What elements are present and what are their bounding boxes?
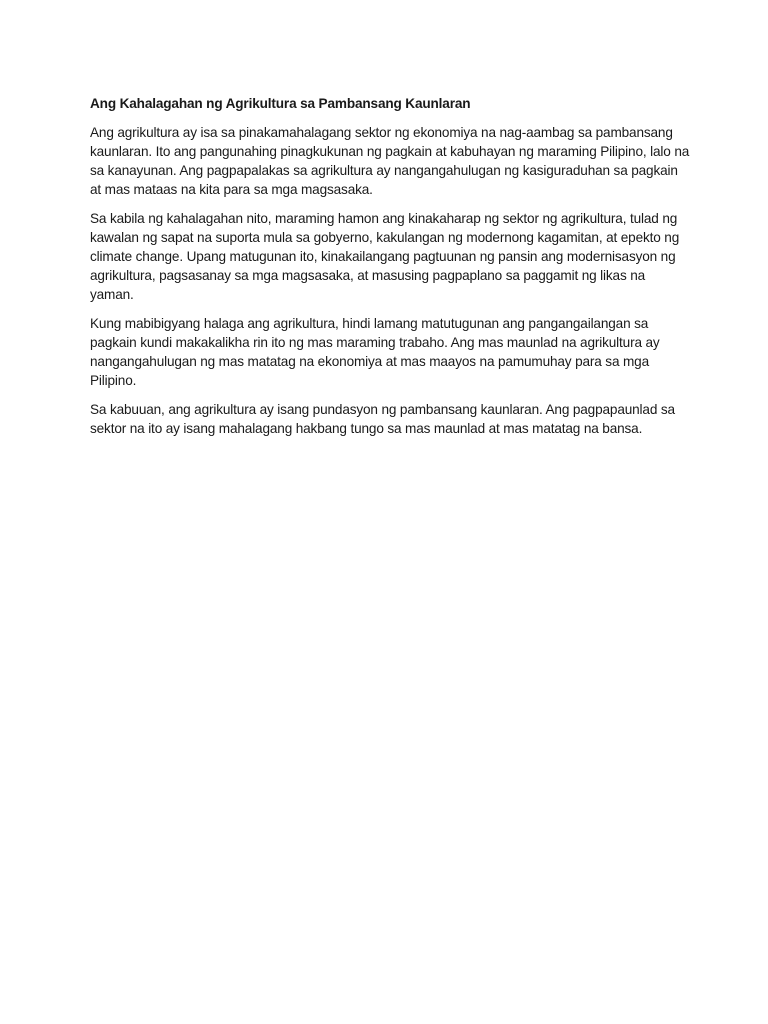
paragraph-1: Ang agrikultura ay isa sa pinakamahalagang sektor ng ekonomiya na nag-aambag sa pambansang kaunlaran. Ito ang pangunahing pinagkukunan ng pagkain at kabuhayan ng maraming Pilipino, lalo na sa kanayunan. Ang pagpapalakas sa agrikultura ay nangangahulugan ng kasiguraduhan sa pagkain at mas mataas na kita para sa mga magsasaka. <box>90 125 690 197</box>
document-title: Ang Kahalagahan ng Agrikultura sa Pambansang Kaunlaran <box>90 96 471 111</box>
paragraph-3: Kung mabibigyang halaga ang agrikultura, hindi lamang matutugunan ang pangangailangan sa pagkain kundi makakalikha rin ito ng mas maraming trabaho. Ang mas maunlad na agrikultura ay nangangahulugan ng mas matatag na ekonomiya at mas maayos na pamumuhay para sa mga Pilipino. <box>90 316 660 388</box>
document-body <box>90 94 690 448</box>
paragraph-2: Sa kabila ng kahalagahan nito, maraming hamon ang kinakaharap ng sektor ng agrikultura, tulad ng kawalan ng sapat na suporta mula sa gobyerno, kakulangan ng modernong kagamitan, at epekto ng climate change. Upang matugunan ito, kinakailangang pagtuunan ng pansin ang modernisasyon ng agrikultura, pagsasanay sa mga magsasaka, at masusing pagpaplano sa paggamit ng likas na yaman. <box>90 211 680 302</box>
paragraph-4: Sa kabuuan, ang agrikultura ay isang pundasyon ng pambansang kaunlaran. Ang pagpapaunlad sa sektor na ito ay isang mahalagang hakbang tungo sa mas maunlad at mas matatag na bansa. <box>90 402 675 436</box>
